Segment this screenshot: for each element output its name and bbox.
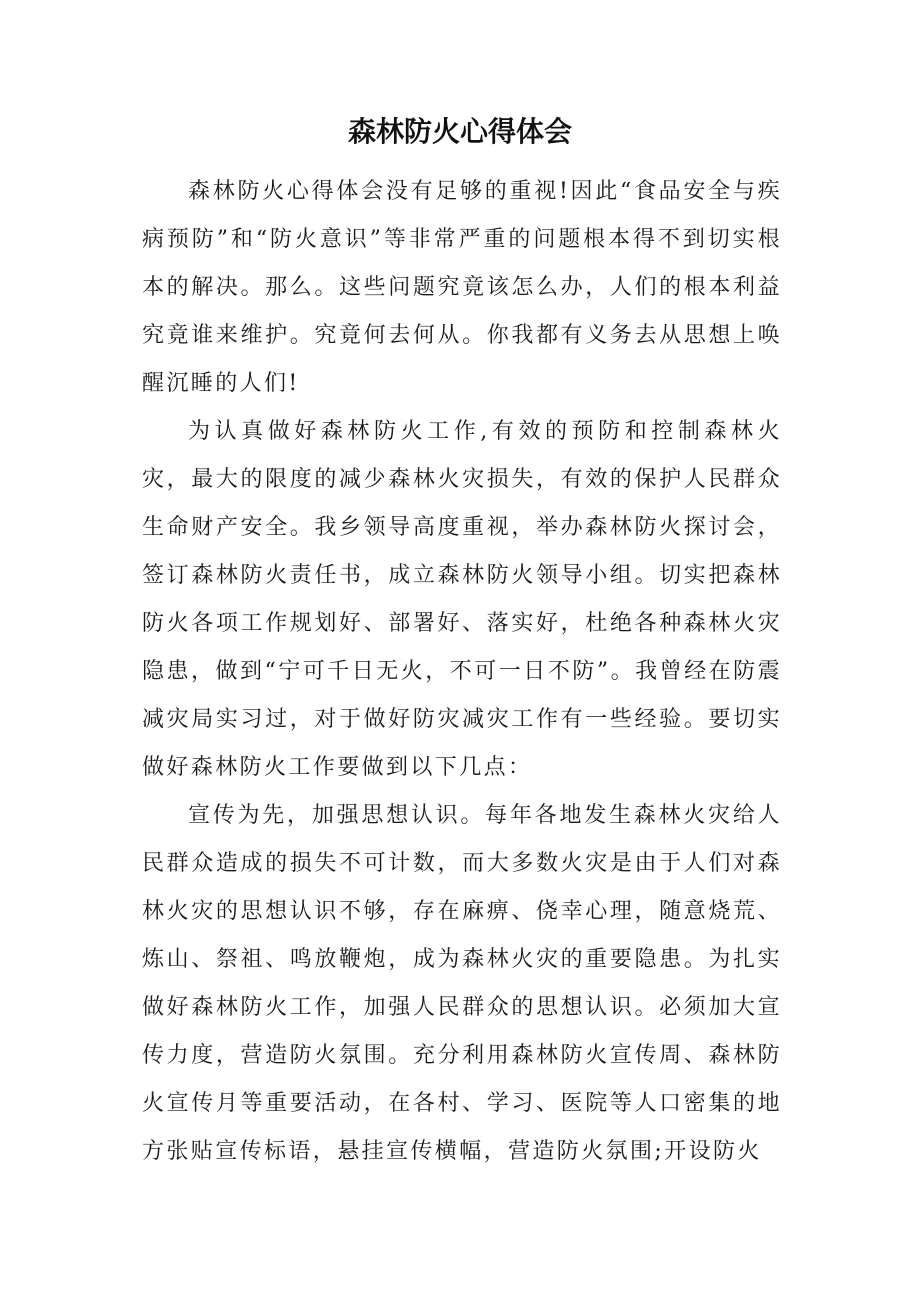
paragraph-3: 宣传为先，加强思想认识。每年各地发生森林火灾给人民群众造成的损失不可计数，而大多数火灾是由于人们对森林火灾的思想认识不够，存在麻痹、侥幸心理，随意烧荒、炼山、祭祖、鸣放鞭炮，成为森林火灾的重要隐患。为扎实做好森林防火工作，加强人民群众的思想认识。必须加大宣传力度，营造防火氛围。充分利用森林防火宣传周、森林防火宣传月等重要活动，在各村、学习、医院等人口密集的地方张贴宣传标语，悬挂宣传横幅，营造防火氛围;开设防火 bbox=[142, 803, 782, 1164]
paragraph-1: 森林防火心得体会没有足够的重视!因此“食品安全与疾病预防”和“防火意识”等非常严重的问题根本得不到切实根本的解决。那么。这些问题究竟该怎么办，人们的根本利益究竟谁来维护。究竟何去何从。你我都有义务去从思想上唤醒沉睡的人们! bbox=[142, 179, 782, 396]
document-body bbox=[142, 168, 782, 1176]
paragraph-2: 为认真做好森林防火工作,有效的预防和控制森林火灾，最大的限度的减少森林火灾损失，有效的保护人民群众生命财产安全。我乡领导高度重视，举办森林防火探讨会，签订森林防火责任书，成立森林防火领导小组。切实把森林防火各项工作规划好、部署好、落实好，杜绝各种森林火灾隐患，做到“宁可千日无火，不可一日不防”。我曾经在防震减灾局实习过，对于做好防灾减灾工作有一些经验。要切实做好森林防火工作要做到以下几点： bbox=[142, 419, 782, 780]
document-title: 森林防火心得体会 bbox=[347, 115, 572, 148]
